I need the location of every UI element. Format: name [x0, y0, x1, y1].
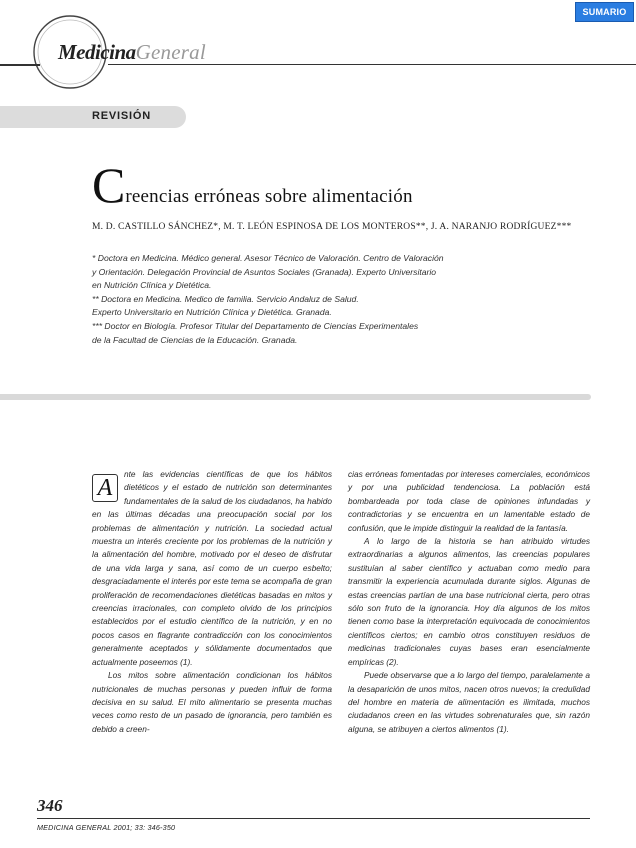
affiliation-line: Experto Universitario en Nutrición Clínica y Dietética. Granada.: [92, 307, 332, 318]
body-column-left: [92, 468, 332, 736]
article-authors: M. D. CASTILLO SÁNCHEZ*, M. T. LEÓN ESPINOSA DE LOS MONTEROS**, J. A. NARANJO RODRÍGUEZ***: [92, 222, 572, 232]
affiliation-line: *** Doctor en Biología. Profesor Titular del Departamento de Ciencias Experimentales: [92, 320, 419, 331]
article-title: [92, 157, 413, 213]
author-affiliations: [92, 252, 552, 347]
drop-cap: A: [92, 474, 118, 502]
body-paragraph: cias erróneas fomentadas por intereses comerciales, económicos y por una publicidad tendenciosa. La población está bombardeada por toda clase de opiniones infundadas y contradictorias y se encuentra en un lamentable estado de confusión, que le impide distinguir la realidad de la fantasía.: [348, 469, 590, 533]
body-column-right: [348, 468, 590, 736]
brand-general: General: [135, 40, 206, 64]
title-initial: C: [92, 157, 126, 213]
journal-brand: [58, 40, 206, 65]
affiliation-line: en Nutrición Clínica y Dietética.: [92, 280, 212, 291]
body-paragraph: Puede observarse que a lo largo del tiempo, paralelamente a la desaparición de unos mitos, nacen otros nuevos; la credulidad del hombre en materia de alimentación es ilimitada, muchos ciudadanos creen en las virtudes sobrenaturales que, sin razón alguna, se atribuyen a ciertos alimentos (1).: [348, 670, 590, 734]
affiliation-line: de la Facultad de Ciencias de la Educación. Granada.: [92, 334, 298, 345]
summary-button[interactable]: SUMARIO: [575, 2, 634, 22]
body-paragraph: A lo largo de la historia se han atribuido virtudes extraordinarias a algunos alimentos, las creencias populares sustituían al saber científico y actuaban como medio para transmitir la experiencia acumulada durante siglos. Algunas de estas creencias partían de una base nutricional cierta, pero otras sólo son fruto de la ignorancia. Hoy día algunos de los mitos tienen como base la interpretación equivocada de conocimientos científicos ciertos; en cambio otros constituyen residuos de medicinas tradicionales cuyas bases eran esencialmente empíricas (2).: [348, 536, 590, 667]
affiliation-line: * Doctora en Medicina. Médico general. Asesor Técnico de Valoración. Centro de Valoración: [92, 253, 444, 263]
footer-rule: [37, 818, 590, 819]
body-paragraph: nte las evidencias científicas de que los hábitos dietéticos y el estado de nutrición son determinantes fundamentales de la salud de los ciudadanos, ha habido en las últimas décadas una preocupación social por los problemas de alimentación y nutrición. La sociedad actual muestra un interés creciente por los problemas de la nutrición y la alimentación del hombre, motivado por el deseo de disfrutar de una vida larga y sana, así como de un cuerpo esbelto; desgraciadamente el interés por este tema se acompaña de gran proliferación de recomendaciones dietéticas basadas en mitos y creencias irracionales, con completo olvido de los principios establecidos por el estudio científico de la nutrición, y en no pocos casos en flagrante contradicción con los conocimientos generalmente aceptados y sólidamente documentados que actualmente poseemos (1).: [92, 469, 332, 667]
body-paragraph: Los mitos sobre alimentación condicionan los hábitos nutricionales de muchas personas y pueden influir de forma decisiva en su salud. El mito alimentario se presenta muchas veces como resto de un pasado de ignorancia, pero también es debido a creen-: [92, 670, 332, 734]
brand-medicina: Medicina: [58, 40, 136, 64]
section-divider: [0, 394, 591, 400]
journal-citation: MEDICINA GENERAL 2001; 33: 346-350: [37, 823, 176, 832]
title-rest: reencias erróneas sobre alimentación: [125, 186, 413, 207]
affiliation-line: ** Doctora en Medicina. Medico de familia. Servicio Andaluz de Salud.: [92, 293, 359, 304]
header-rule-left: [0, 64, 40, 66]
page-number: 346: [37, 796, 63, 815]
affiliation-line: y Orientación. Delegación Provincial de Asuntos Sociales (Granada). Experto Universitario: [92, 266, 437, 277]
section-label: REVISIÓN: [92, 110, 151, 122]
